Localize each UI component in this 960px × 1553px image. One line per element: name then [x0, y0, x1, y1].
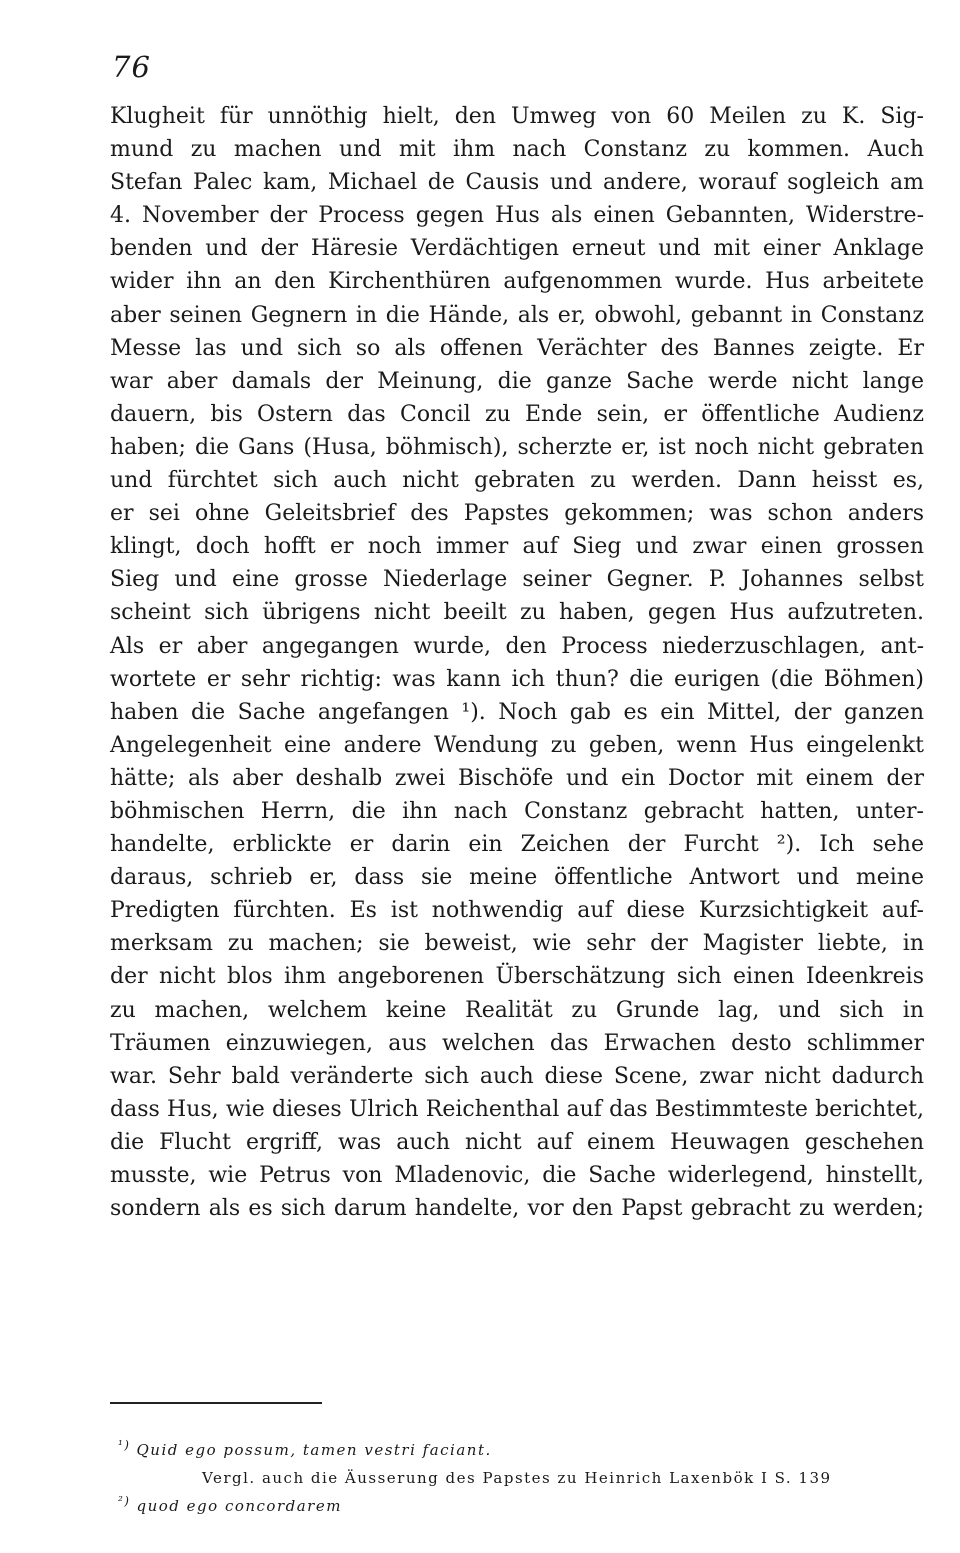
body-text [110, 100, 924, 1225]
text-line: wortete er sehr richtig: was kann ich thun? die eurigen (die Böhmen) [110, 666, 924, 692]
text-line: war aber damals der Meinung, die ganze Sache werde nicht lange [110, 368, 924, 394]
footnote-1-text: Quid ego possum, tamen vestri faciant. [136, 1441, 492, 1459]
text-line: Predigten fürchten. Es ist nothwendig auf diese Kurzsichtigkeit auf- [110, 898, 924, 924]
footnote-1: ¹) Quid ego possum, tamen vestri faciant. [118, 1438, 492, 1459]
text-line: die Flucht ergriff, was auch nicht auf einem Heuwagen geschehen [110, 1129, 924, 1155]
text-line: sondern als es sich darum handelte, vor den Papst gebracht zu werden; [110, 1196, 924, 1222]
text-line: mund zu machen und mit ihm nach Constanz zu kommen. Auch [110, 137, 924, 163]
footnote-1-reference: Vergl. auch die Äusserung des Papstes zu Heinrich Laxenbök I S. 139 [202, 1469, 832, 1487]
text-line: aber seinen Gegnern in die Hände, als er, obwohl, gebannt in Constanz [110, 302, 924, 328]
text-line: war. Sehr bald veränderte sich auch diese Scene, zwar nicht dadurch [110, 1063, 924, 1089]
text-line: wider ihn an den Kirchenthüren aufgenommen wurde. Hus arbeitete [110, 269, 924, 295]
text-line: benden und der Häresie Verdächtigen erneut und mit einer Anklage [110, 236, 924, 262]
text-line: der nicht blos ihm angeborenen Überschätzung sich einen Ideenkreis [110, 964, 924, 990]
page-number: 76 [112, 50, 151, 84]
text-line: klingt, doch hofft er noch immer auf Sieg und zwar einen grossen [110, 534, 924, 560]
text-line: zu machen, welchem keine Realität zu Grunde lag, und sich in [110, 997, 924, 1023]
text-line: Klugheit für unnöthig hielt, den Umweg von 60 Meilen zu K. Sig- [110, 104, 924, 129]
text-line: Messe las und sich so als offenen Verächter des Bannes zeigte. Er [110, 335, 924, 361]
text-line: haben die Sache angefangen ¹). Noch gab es ein Mittel, der ganzen [110, 699, 924, 725]
text-line: Sieg und eine grosse Niederlage seiner Gegner. P. Johannes selbst [110, 567, 924, 593]
text-line: musste, wie Petrus von Mladenovic, die Sache widerlegend, hinstellt, [110, 1163, 924, 1188]
text-line: böhmischen Herrn, die ihn nach Constanz gebracht hatten, unter- [110, 798, 924, 824]
text-line: merksam zu machen; sie beweist, wie sehr der Magister liebte, in [110, 931, 924, 957]
footnote-2: ²) quod ego concordarem [118, 1494, 342, 1515]
text-line: Stefan Palec kam, Michael de Causis und andere, worauf sogleich am [110, 170, 924, 196]
text-line: hätte; als aber deshalb zwei Bischöfe und ein Doctor mit einem der [110, 765, 924, 791]
text-line: dauern, bis Ostern das Concil zu Ende sein, er öffentliche Audienz [110, 401, 924, 427]
text-line: Angelegenheit eine andere Wendung zu geben, wenn Hus eingelenkt [110, 732, 924, 758]
text-line: und fürchtet sich auch nicht gebraten zu werden. Dann heisst es, [110, 468, 924, 494]
footnote-2-text: quod ego concordarem [136, 1497, 342, 1515]
text-line: dass Hus, wie dieses Ulrich Reichenthal auf das Bestimmteste berichtet, [110, 1096, 924, 1122]
text-line: Träumen einzuwiegen, aus welchen das Erwachen desto schlimmer [110, 1030, 924, 1056]
text-line: handelte, erblickte er darin ein Zeichen der Furcht ²). Ich sehe [110, 832, 924, 858]
text-line: haben; die Gans (Husa, böhmisch), scherzte er, ist noch nicht gebraten [110, 434, 924, 460]
text-line: Als er aber angegangen wurde, den Process niederzuschlagen, ant- [110, 633, 924, 659]
text-line: 4. November der Process gegen Hus als einen Gebannten, Widerstre- [110, 203, 924, 229]
text-line: scheint sich übrigens nicht beeilt zu haben, gegen Hus aufzutreten. [110, 600, 924, 626]
text-line: daraus, schrieb er, dass sie meine öffentliche Antwort und meine [110, 865, 924, 891]
text-line: er sei ohne Geleitsbrief des Papstes gekommen; was schon anders [110, 501, 924, 527]
footnotes [118, 1436, 878, 1520]
footnote-divider [110, 1402, 322, 1404]
